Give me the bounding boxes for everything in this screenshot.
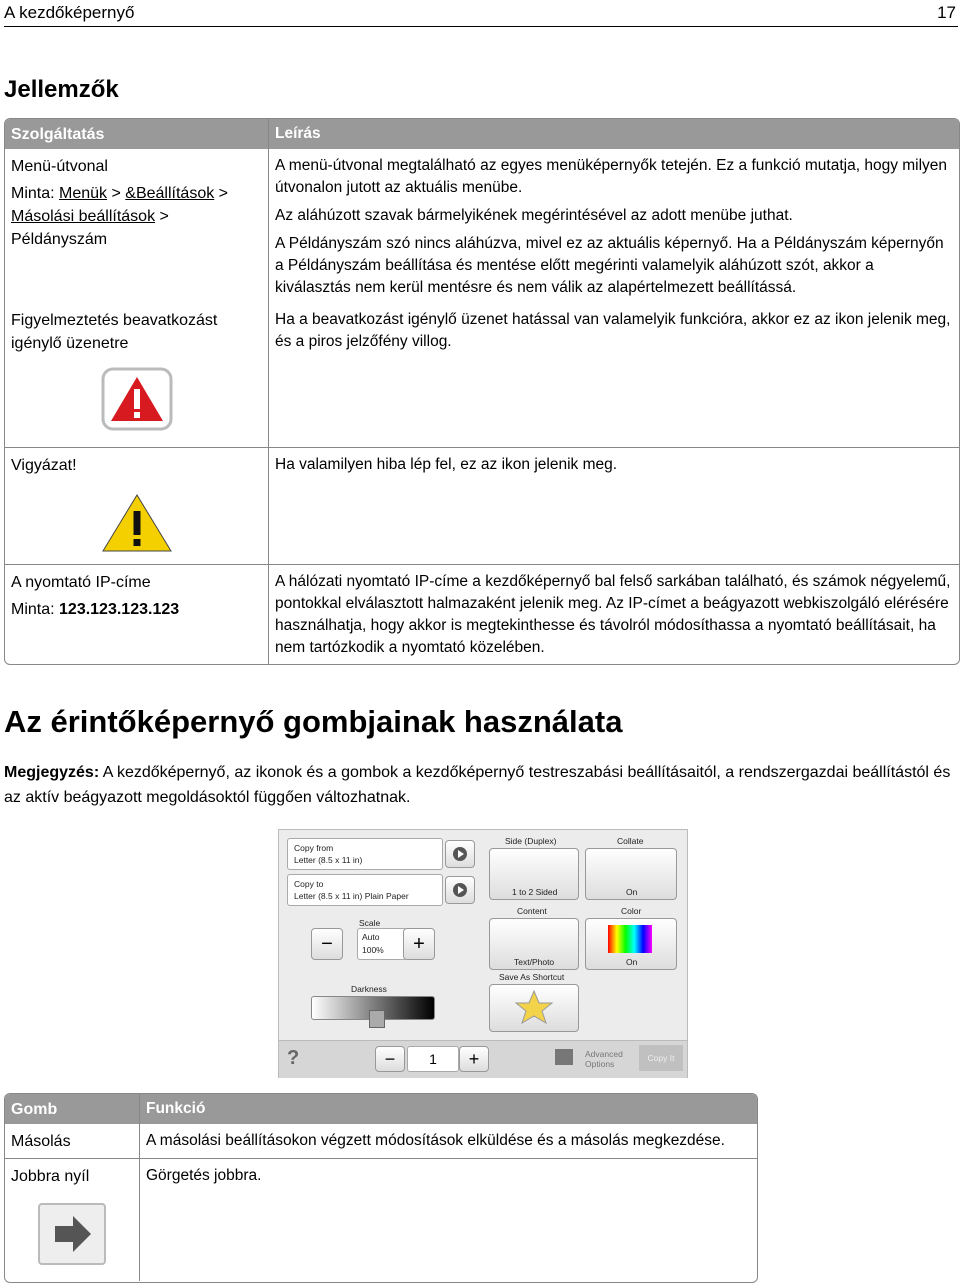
note: Megjegyzés: A kezdőképernyő, az ikonok és a gombok a kezdőképernyő testreszabási beállításaitól, a rendszergazdai beállítástól és az aktív beágyazott megoldásoktól függően változhatnak. (4, 764, 951, 806)
copy-to-play-button[interactable] (445, 876, 475, 904)
content-button[interactable]: Text/Photo (489, 918, 579, 970)
copies-plus-button[interactable]: + (459, 1046, 489, 1072)
features-table (4, 118, 960, 665)
feature-name: Vigyázat! (11, 457, 77, 474)
copy-to-field[interactable]: Copy to Letter (8.5 x 11 in) Plain Paper (287, 874, 443, 906)
warning-icon (101, 491, 173, 555)
play-icon (446, 877, 474, 903)
table-row (5, 149, 959, 303)
darkness-handle[interactable] (369, 1010, 385, 1028)
description: A menü-útvonal megtalálható az egyes menüképernyők tetején. Ez a funkció mutatja, hogy milyen útvonalon jutott az aktuális menübe. (275, 157, 948, 196)
description: Ha a beavatkozást igénylő üzenet hatással van valamelyik funkcióra, akkor ez az ikon jelenik meg, és a piros jelzőfény villog. (275, 311, 951, 350)
copy-from-field[interactable]: Copy from Letter (8.5 x 11 in) (287, 838, 443, 870)
table-row: A nyomtató IP-címe Minta: 123.123.123.123 A hálózati nyomtató IP-címe a kezdőképernyő bal felső sarkában található, és számok négyelemű, pontokkal elválasztott halmazaként jelenik meg. Az IP-címet a beágyazott webkiszolgáló elérésére használhatja, hogy akkor is megtekinthesse és távolról módosíthassa a nyomtató beállításait, ha nem tartózkodik a nyomtató közelében. (5, 564, 959, 665)
feature-name: Menü-útvonal (11, 158, 108, 175)
table-row (5, 1124, 757, 1158)
description: Ha valamilyen hiba lép fel, ez az ikon jelenik meg. (275, 456, 618, 473)
description: A Példányszám szó nincs aláhúzva, mivel ez az aktuális képernyő. Ha a Példányszám képernyőn a Példányszám beállítása és mentése előtt megérinti valamelyik aláhúzott szót, akkor a kiválasztás nem kerül mentésre és nem válik az alapértelmezett beállítássá. (275, 235, 944, 296)
ip-address: 123.123.123.123 (59, 601, 180, 618)
star-icon (514, 989, 554, 1025)
copy-it-button[interactable]: Copy It (639, 1045, 683, 1071)
alert-icon (101, 367, 173, 431)
right-arrow-icon (37, 1202, 107, 1266)
breadcrumb-link-menus[interactable]: Menük (59, 185, 108, 202)
color-button[interactable]: On (585, 918, 677, 970)
features-table-header (5, 119, 959, 149)
copies-minus-button[interactable]: − (375, 1046, 405, 1072)
buttons-table-header (5, 1094, 757, 1124)
help-icon[interactable]: ? (287, 1047, 300, 1069)
save-shortcut-button[interactable] (489, 984, 579, 1032)
button-name: Másolás (5, 1124, 140, 1158)
play-icon (446, 841, 474, 867)
description: A hálózati nyomtató IP-címe a kezdőképernyő bal felső sarkában található, és számok négyelemű, pontokkal elválasztott halmazaként jelenik meg. Az IP-címet a beágyazott webkiszolgáló elérésére használhatja, hogy akkor is megtekinthesse és távolról módosíthassa a nyomtató beállításait, ha nem tartózkodik a nyomtató közelében. (275, 573, 951, 656)
home-icon[interactable] (555, 1049, 573, 1065)
table-row (5, 303, 959, 447)
feature-name: A nyomtató IP-címe (11, 574, 151, 591)
scale-field[interactable]: Auto 100% (357, 928, 407, 960)
table-row (5, 447, 959, 564)
copy-screen-image: Copy from Letter (8.5 x 11 in) Copy to Letter (8.5 x 11 in) Plain Paper Scale − Auto 100% + Darkness Side (Duplex) 1 to 2 Sided Collate On Content Text/Photo Color On Save As Shortcut ? − 1 + Advanced Options Copy It (278, 829, 688, 1078)
copies-field[interactable]: 1 (407, 1046, 459, 1072)
col-header-feature: Szolgáltatás (5, 119, 269, 149)
button-function: Görgetés jobbra. (146, 1167, 262, 1184)
button-function: A másolási beállításokon végzett módosítások elküldése és a másolás megkezdése. (146, 1132, 725, 1149)
buttons-table (4, 1093, 758, 1283)
breadcrumb-current: Példányszám (11, 231, 108, 248)
header-title: A kezdőképernyő (4, 3, 135, 22)
page-header (4, 0, 958, 27)
col-header-button: Gomb (5, 1094, 140, 1124)
description: Az aláhúzott szavak bármelyikének megérintésével az adott menübe juthat. (275, 207, 793, 224)
scale-plus-button[interactable]: + (403, 928, 435, 960)
scale-minus-button[interactable]: − (311, 928, 343, 960)
col-header-description: Leírás (275, 125, 321, 142)
button-name: Jobbra nyíl (11, 1168, 90, 1185)
features-heading: Jellemzők (4, 76, 119, 103)
advanced-options-button[interactable]: Advanced Options (585, 1049, 623, 1069)
feature-name: Figyelmeztetés beavatkozást igénylő üzenetre (11, 312, 218, 352)
bottom-bar (279, 1040, 687, 1078)
copy-from-play-button[interactable] (445, 840, 475, 868)
col-header-function: Funkció (146, 1100, 206, 1117)
breadcrumb: Minta: Menük > &Beállítások > Másolási beállítások > Példányszám (11, 185, 229, 248)
collate-button[interactable]: On (585, 848, 677, 900)
breadcrumb-link-settings[interactable]: &Beállítások (125, 185, 215, 202)
table-row (5, 1158, 757, 1281)
touch-heading: Az érintőképernyő gombjainak használata (4, 704, 623, 739)
color-gradient (608, 925, 652, 953)
page-number: 17 (937, 3, 956, 22)
sides-button[interactable]: 1 to 2 Sided (489, 848, 579, 900)
breadcrumb-link-copy-settings[interactable]: Másolási beállítások (11, 208, 156, 225)
